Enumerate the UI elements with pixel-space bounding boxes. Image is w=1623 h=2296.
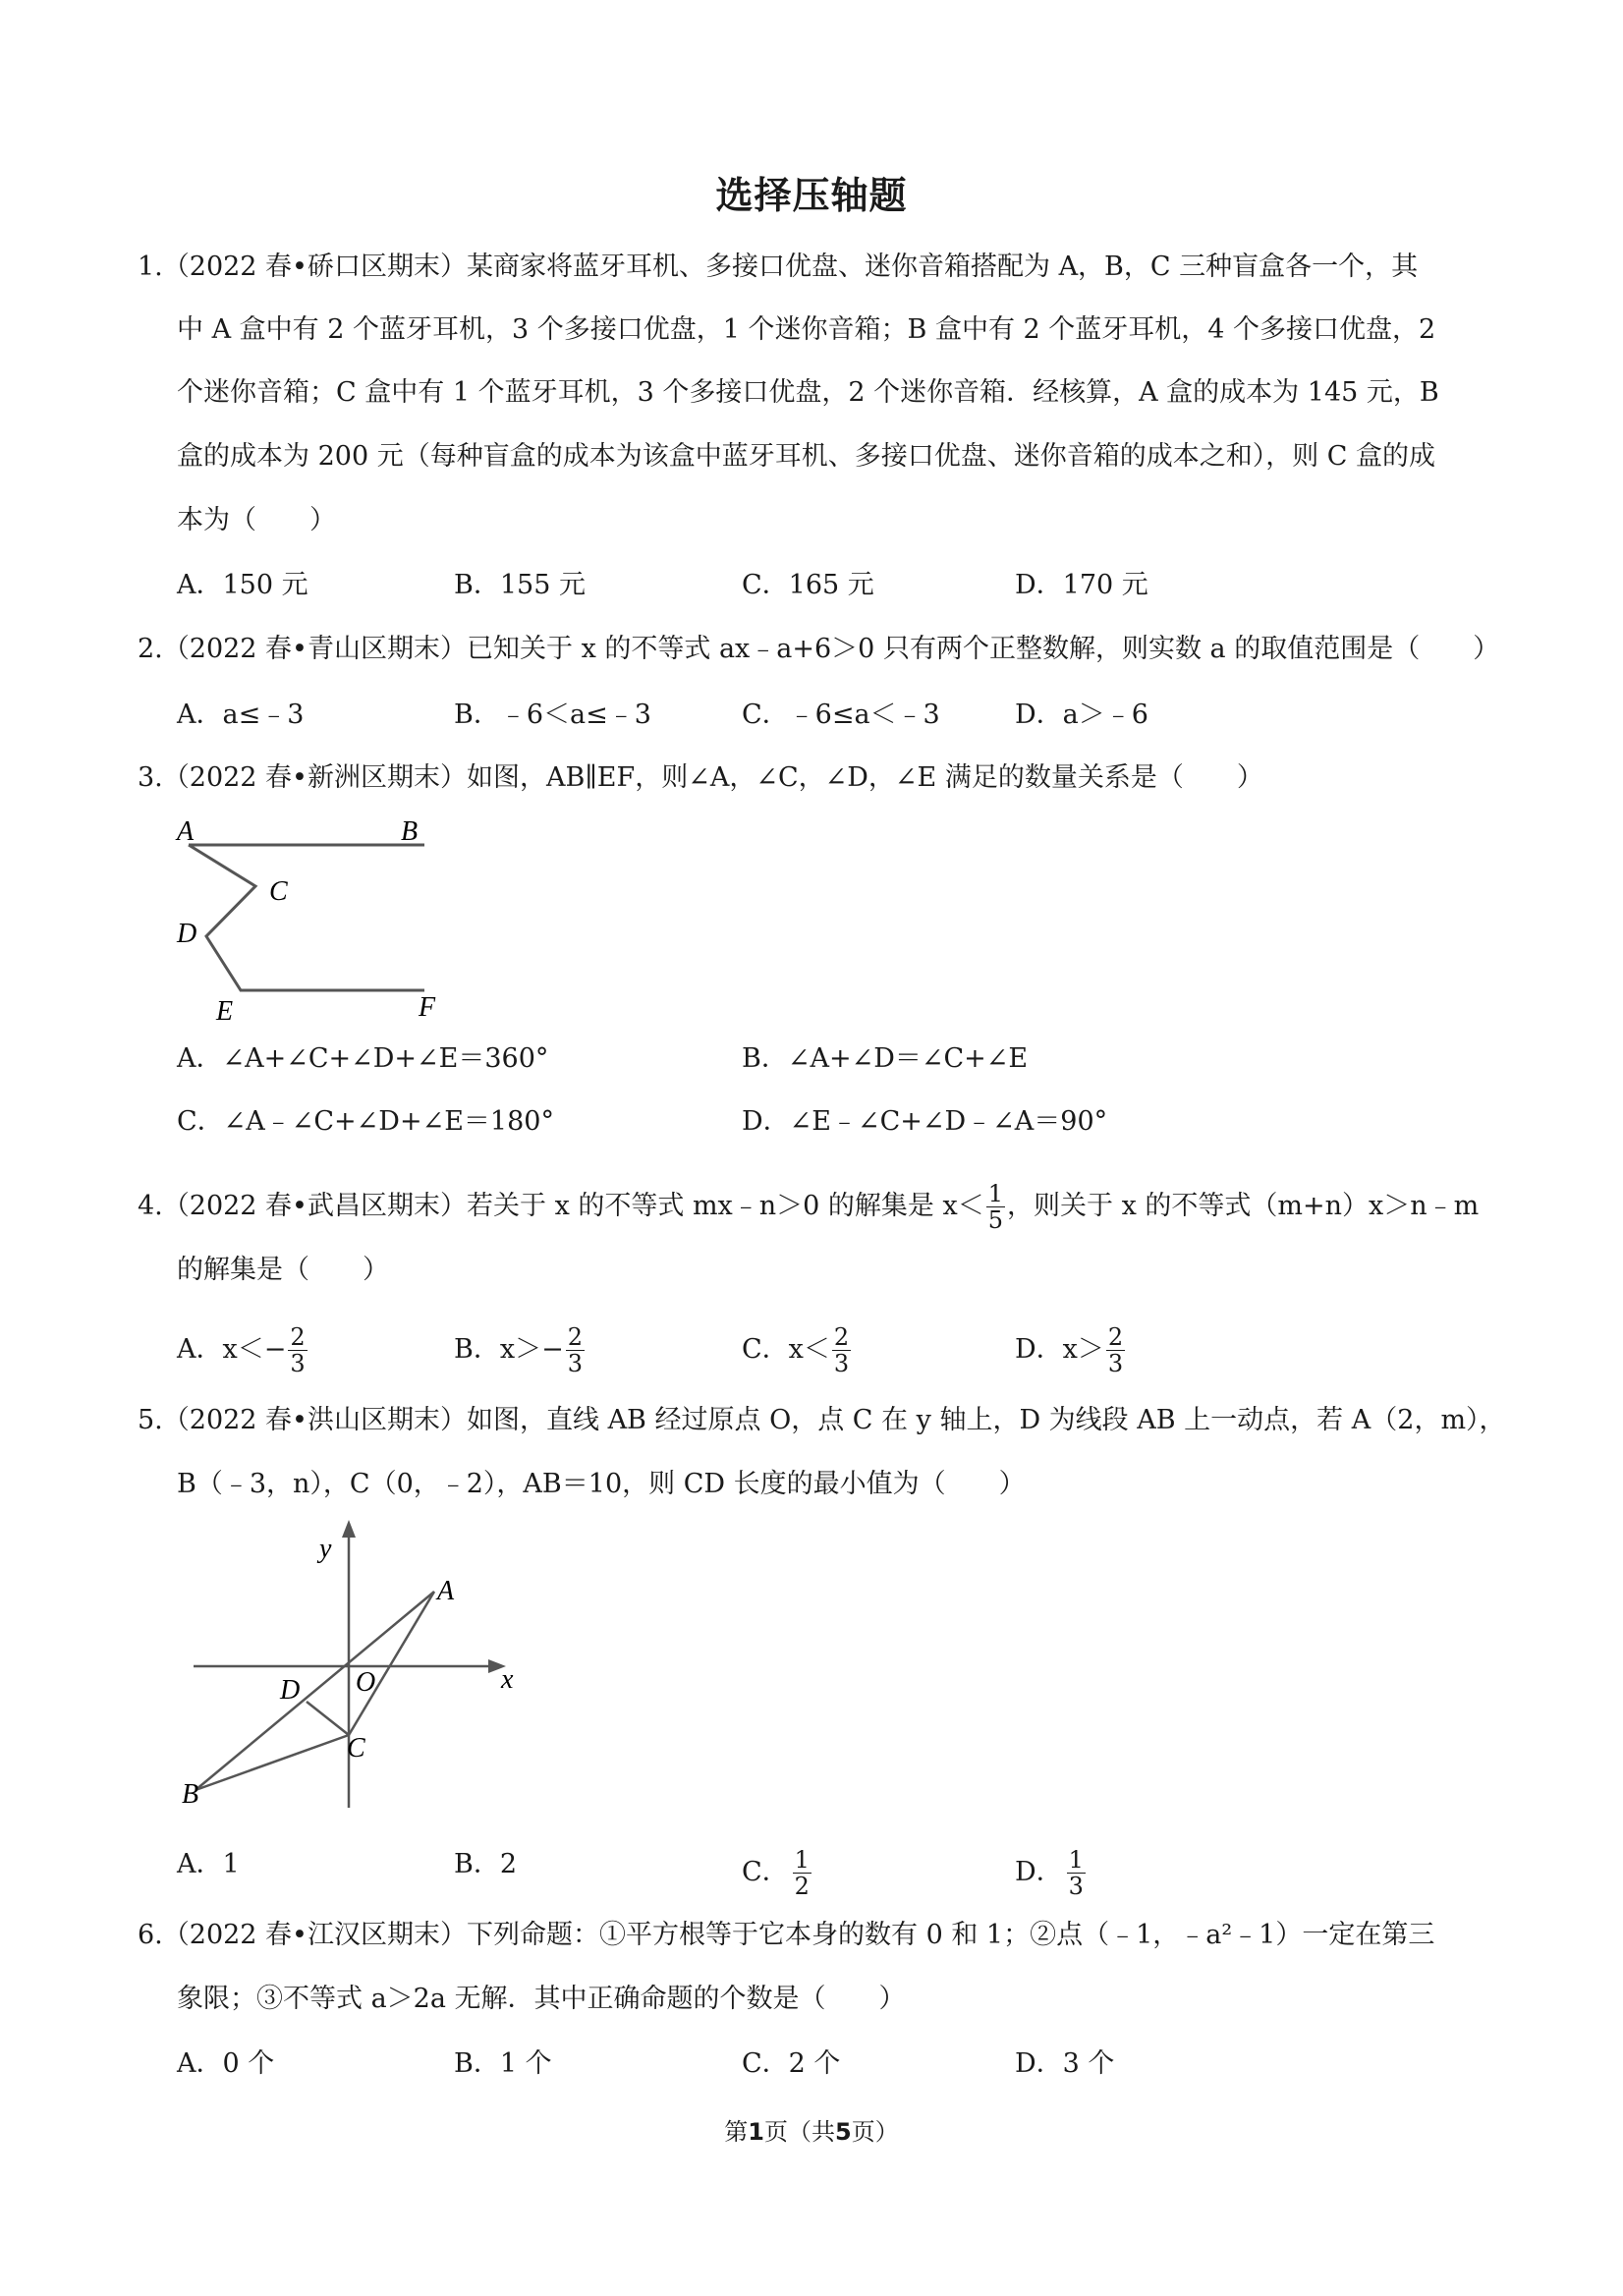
option-d bbox=[1015, 1324, 1125, 1376]
question-1-line-4: 盒的成本为 200 元（每种盲盒的成本为该盒中蓝牙耳机、多接口优盘、迷你音箱的成本之和），则 C 盒的成 bbox=[177, 441, 1436, 472]
label-b: B bbox=[401, 816, 419, 847]
fraction-numerator: 2 bbox=[290, 1323, 306, 1351]
question-6-line-2: 象限；③不等式 a＞2a 无解．其中正确命题的个数是（ ） bbox=[177, 1984, 906, 2014]
label-a: A bbox=[177, 816, 195, 847]
fraction bbox=[986, 1181, 1005, 1233]
fraction-numerator: 1 bbox=[987, 1180, 1004, 1207]
question-4-line-1 bbox=[138, 1181, 1479, 1233]
question-1-line-1: 1.（2022 春•硚口区期末）某商家将蓝牙耳机、多接口优盘、迷你音箱搭配为 A，B，C 三种盲盒各一个，其 bbox=[138, 252, 1419, 282]
label-b: B bbox=[182, 1779, 199, 1810]
option-d: D．170 元 bbox=[1015, 570, 1148, 600]
footer-prefix: 第 bbox=[724, 2118, 749, 2146]
fraction-denominator: 3 bbox=[833, 1350, 850, 1377]
fraction bbox=[1067, 1847, 1086, 1899]
page-total: 5 bbox=[835, 2118, 852, 2146]
option-d: D．3 个 bbox=[1015, 2048, 1115, 2079]
footer-suffix: 页） bbox=[851, 2118, 899, 2146]
page-footer bbox=[0, 2112, 1623, 2147]
option-a: A．150 元 bbox=[177, 570, 308, 600]
page-number: 1 bbox=[748, 2118, 764, 2146]
option-a: A．0 个 bbox=[177, 2048, 275, 2079]
fraction-denominator: 5 bbox=[987, 1206, 1004, 1234]
option-c: C．2 个 bbox=[742, 2048, 841, 2079]
option-d: D．a＞﹣6 bbox=[1015, 700, 1148, 730]
option-b: B．﹣6＜a≤﹣3 bbox=[454, 700, 651, 730]
label-e: E bbox=[216, 996, 234, 1027]
fraction bbox=[793, 1847, 812, 1899]
question-4-text-b: ，则关于 x 的不等式（m+n）x＞n﹣m bbox=[1007, 1191, 1480, 1221]
option-a bbox=[177, 1324, 308, 1376]
fraction-numerator: 2 bbox=[833, 1323, 850, 1351]
fraction-denominator: 3 bbox=[1107, 1350, 1124, 1377]
question-1-line-2: 中 A 盒中有 2 个蓝牙耳机，3 个多接口优盘，1 个迷你音箱；B 盒中有 2 个蓝牙耳机，4 个多接口优盘，2 bbox=[177, 314, 1436, 345]
option-c: C．﹣6≤a＜﹣3 bbox=[742, 700, 940, 730]
question-4-text-a: 4.（2022 春•武昌区期末）若关于 x 的不等式 mx﹣n＞0 的解集是 x＜ bbox=[138, 1191, 984, 1221]
option-a: A．a≤﹣3 bbox=[177, 700, 305, 730]
label-o: O bbox=[356, 1667, 376, 1698]
option-a: A．∠A+∠C+∠D+∠E＝360° bbox=[177, 1043, 549, 1074]
fraction-numerator: 2 bbox=[1107, 1323, 1124, 1351]
label-d: D bbox=[280, 1675, 301, 1706]
label-c: C bbox=[347, 1733, 365, 1764]
option-label: A．x＜− bbox=[177, 1334, 287, 1365]
fraction bbox=[566, 1324, 585, 1376]
question-2-line-1: 2.（2022 春•青山区期末）已知关于 x 的不等式 ax﹣a+6＞0 只有两个正整数解，则实数 a 的取值范围是（ ） bbox=[138, 634, 1500, 664]
fraction-numerator: 2 bbox=[567, 1323, 583, 1351]
option-b: B．155 元 bbox=[454, 570, 586, 600]
fraction bbox=[832, 1324, 851, 1376]
option-c: C．165 元 bbox=[742, 570, 874, 600]
fraction-denominator: 3 bbox=[290, 1350, 306, 1377]
fraction-numerator: 1 bbox=[794, 1846, 810, 1874]
option-label: D．x＞ bbox=[1015, 1334, 1104, 1365]
label-c: C bbox=[269, 876, 288, 907]
fraction-denominator: 3 bbox=[567, 1350, 583, 1377]
question-6-line-1: 6.（2022 春•江汉区期末）下列命题：①平方根等于它本身的数有 0 和 1；②点（﹣1，﹣a²﹣1）一定在第三 bbox=[138, 1920, 1435, 1950]
option-label: B．x＞− bbox=[454, 1334, 564, 1365]
question-5-line-1: 5.（2022 春•洪山区期末）如图，直线 AB 经过原点 O，点 C 在 y 轴上，D 为线段 AB 上一动点，若 A（2，m）， bbox=[138, 1405, 1506, 1435]
option-b: B．∠A+∠D＝∠C+∠E bbox=[742, 1043, 1029, 1074]
question-1-line-3: 个迷你音箱；C 盒中有 1 个蓝牙耳机，3 个多接口优盘，2 个迷你音箱．经核算，A 盒的成本为 145 元，B bbox=[177, 377, 1439, 408]
option-c bbox=[742, 1324, 851, 1376]
fraction-denominator: 3 bbox=[1068, 1873, 1084, 1900]
option-label: C． bbox=[742, 1857, 789, 1887]
question-4-line-2: 的解集是（ ） bbox=[177, 1255, 389, 1285]
option-b: B．2 bbox=[454, 1849, 518, 1879]
question-3-line-1: 3.（2022 春•新洲区期末）如图，AB∥EF，则∠A，∠C，∠D，∠E 满足的数量关系是（ ） bbox=[138, 762, 1263, 793]
footer-mid: 页（共 bbox=[764, 2118, 835, 2146]
option-label: C．x＜ bbox=[742, 1334, 830, 1365]
axis-label-x: x bbox=[501, 1664, 514, 1695]
fraction-numerator: 1 bbox=[1068, 1846, 1084, 1874]
label-d: D bbox=[177, 919, 197, 949]
option-c: C．∠A﹣∠C+∠D+∠E＝180° bbox=[177, 1106, 554, 1137]
option-b bbox=[454, 1324, 585, 1376]
fraction-denominator: 2 bbox=[794, 1873, 810, 1900]
label-f: F bbox=[419, 992, 436, 1023]
label-a: A bbox=[437, 1576, 455, 1606]
question-5-line-2: B（﹣3，n），C（0，﹣2），AB＝10，则 CD 长度的最小值为（ ） bbox=[177, 1469, 1026, 1499]
fraction bbox=[288, 1324, 307, 1376]
option-d: D．∠E﹣∠C+∠D﹣∠A＝90° bbox=[742, 1106, 1108, 1137]
option-c bbox=[742, 1847, 812, 1899]
coordinate-figure bbox=[182, 1518, 535, 1813]
option-label: D． bbox=[1015, 1857, 1063, 1887]
option-b: B．1 个 bbox=[454, 2048, 552, 2079]
parallel-lines-figure bbox=[167, 806, 462, 1027]
question-1-line-5: 本为（ ） bbox=[177, 505, 336, 535]
option-a: A．1 bbox=[177, 1849, 240, 1879]
page-title: 选择压轴题 bbox=[715, 174, 908, 217]
option-d bbox=[1015, 1847, 1086, 1899]
axis-label-y: y bbox=[319, 1534, 332, 1564]
fraction bbox=[1106, 1324, 1125, 1376]
